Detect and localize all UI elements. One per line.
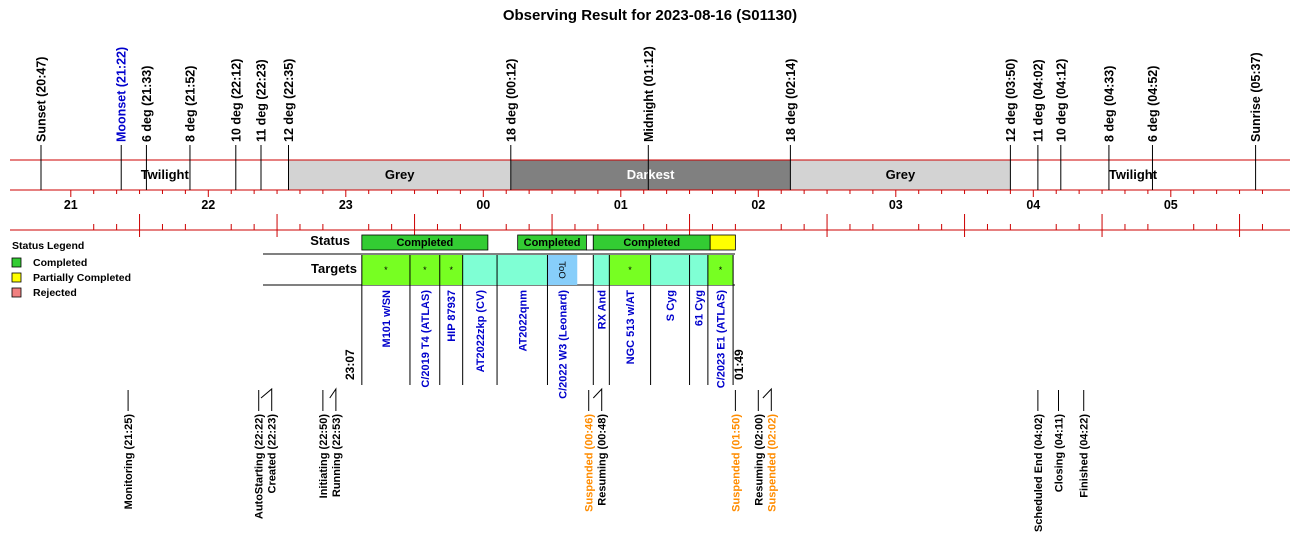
sky-band-label-1: Grey xyxy=(384,167,415,182)
hour-tick-label: 22 xyxy=(201,198,216,212)
top-event-label-5: 11 deg (22:23) xyxy=(254,59,269,142)
target-name-5[interactable]: C/2022 W3 (Leonard) xyxy=(557,290,570,399)
hour-tick-label: 01 xyxy=(613,198,628,212)
target-name-6[interactable]: RX And xyxy=(596,290,609,330)
bottom-event-label-3: Initiating (22:50) xyxy=(317,414,330,499)
target-name-3[interactable]: AT2022zkp (CV) xyxy=(474,290,487,373)
bottom-event-label-10: Scheduled End (04:02) xyxy=(1032,414,1045,532)
legend-swatch-2 xyxy=(12,288,21,297)
target-block-4 xyxy=(497,255,547,285)
target-name-4[interactable]: AT2022qnm xyxy=(517,290,530,352)
hour-tick-label: 03 xyxy=(888,198,903,212)
hour-tick-label: 04 xyxy=(1026,198,1041,212)
top-event-label-7: 18 deg (00:12) xyxy=(504,58,519,142)
top-event-label-14: 6 deg (04:52) xyxy=(1145,65,1160,142)
bottom-event-label-9: Suspended (02:02) xyxy=(766,414,779,512)
hour-tick-label: 23 xyxy=(338,198,353,212)
bottom-event-marker-2 xyxy=(261,389,272,411)
hour-tick-label: 00 xyxy=(476,198,491,212)
top-event-label-12: 10 deg (04:12) xyxy=(1054,58,1069,142)
span-start-label: 23:07 xyxy=(342,349,357,380)
bottom-event-label-1: AutoStarting (22:22) xyxy=(253,414,266,520)
target-name-7[interactable]: NGC 513 w/AT xyxy=(624,290,637,365)
top-event-label-11: 11 deg (04:02) xyxy=(1031,59,1046,142)
target-name-10[interactable]: C/2023 E1 (ATLAS) xyxy=(715,290,728,389)
sky-band-label-4: Twilight xyxy=(1108,167,1158,182)
legend-swatch-0 xyxy=(12,258,21,267)
status-legend xyxy=(12,240,131,299)
bottom-event-label-6: Resuming (00:48) xyxy=(596,414,609,506)
target-marker-0: * xyxy=(384,265,388,275)
status-block-2 xyxy=(586,235,593,250)
hour-tick-label: 02 xyxy=(751,198,766,212)
bottom-event-label-8: Resuming (02:00) xyxy=(753,414,766,506)
top-event-label-0: Sunset (20:47) xyxy=(34,56,49,142)
top-event-label-13: 8 deg (04:33) xyxy=(1102,65,1117,142)
bottom-event-label-7: Suspended (01:50) xyxy=(730,414,743,512)
target-name-9[interactable]: 61 Cyg xyxy=(693,290,706,327)
target-block-3 xyxy=(463,255,497,285)
legend-label-2: Rejected xyxy=(33,287,77,299)
targets-row-label: Targets xyxy=(311,261,357,276)
target-marker-2: * xyxy=(449,265,453,275)
target-marker-5: ToO xyxy=(555,261,567,279)
bottom-event-label-11: Closing (04:11) xyxy=(1053,414,1066,493)
top-event-label-4: 10 deg (22:12) xyxy=(229,58,244,142)
target-block-9 xyxy=(690,255,708,285)
target-marker-1: * xyxy=(423,265,427,275)
target-name-1[interactable]: C/2019 T4 (ATLAS) xyxy=(419,290,432,388)
targets-row-layer xyxy=(263,254,746,399)
bottom-event-marker-4 xyxy=(330,389,336,411)
legend-label-0: Completed xyxy=(33,257,88,269)
top-event-label-1: Moonset (21:22) xyxy=(114,46,129,142)
chart-title: Observing Result for 2023-08-16 (S01130) xyxy=(502,7,798,24)
top-event-label-15: Sunrise (05:37) xyxy=(1249,52,1264,142)
status-row-layer xyxy=(310,233,735,250)
sky-band-label-0: Twilight xyxy=(140,167,189,182)
target-name-2[interactable]: HIP 87937 xyxy=(446,290,459,342)
bottom-event-label-0: Monitoring (21:25) xyxy=(123,414,136,510)
bottom-event-marker-9 xyxy=(763,389,771,411)
target-marker-10: * xyxy=(718,265,723,275)
bottom-event-label-5: Suspended (00:46) xyxy=(583,414,596,512)
target-block-6 xyxy=(593,255,609,285)
sky-band-label-3: Grey xyxy=(885,167,916,182)
hour-tick-label: 05 xyxy=(1163,198,1178,212)
target-block-8 xyxy=(651,255,690,285)
status-row-label: Status xyxy=(310,233,350,248)
bottom-event-label-2: Created (22:23) xyxy=(266,414,279,494)
bottom-events-layer xyxy=(123,389,1091,532)
status-block-label-0: Completed xyxy=(396,237,454,249)
bottom-event-marker-6 xyxy=(593,389,601,411)
target-name-8[interactable]: S Cyg xyxy=(665,290,678,322)
bottom-event-label-12: Finished (04:22) xyxy=(1078,414,1091,498)
legend-title: Status Legend xyxy=(12,240,85,252)
legend-swatch-1 xyxy=(12,273,21,282)
status-block-label-1: Completed xyxy=(523,237,581,249)
top-event-label-10: 12 deg (03:50) xyxy=(1003,58,1018,142)
bottom-event-label-4: Running (22:53) xyxy=(330,414,343,498)
top-event-label-3: 8 deg (21:52) xyxy=(183,65,198,142)
status-block-label-3: Completed xyxy=(623,237,681,249)
sky-bands-layer xyxy=(10,160,1290,230)
legend-label-1: Partially Completed xyxy=(33,272,132,284)
status-block-4 xyxy=(710,235,735,250)
top-event-label-6: 12 deg (22:35) xyxy=(282,58,297,142)
hour-tick-label: 21 xyxy=(63,198,78,212)
top-event-label-2: 6 deg (21:33) xyxy=(139,65,154,142)
top-event-label-9: 18 deg (02:14) xyxy=(783,58,798,142)
top-event-label-8: Midnight (01:12) xyxy=(641,46,656,142)
sky-band-label-2: Darkest xyxy=(626,167,675,182)
target-marker-7: * xyxy=(628,265,632,275)
span-end-label: 01:49 xyxy=(732,349,747,380)
target-name-0[interactable]: M101 w/SN xyxy=(380,290,393,348)
